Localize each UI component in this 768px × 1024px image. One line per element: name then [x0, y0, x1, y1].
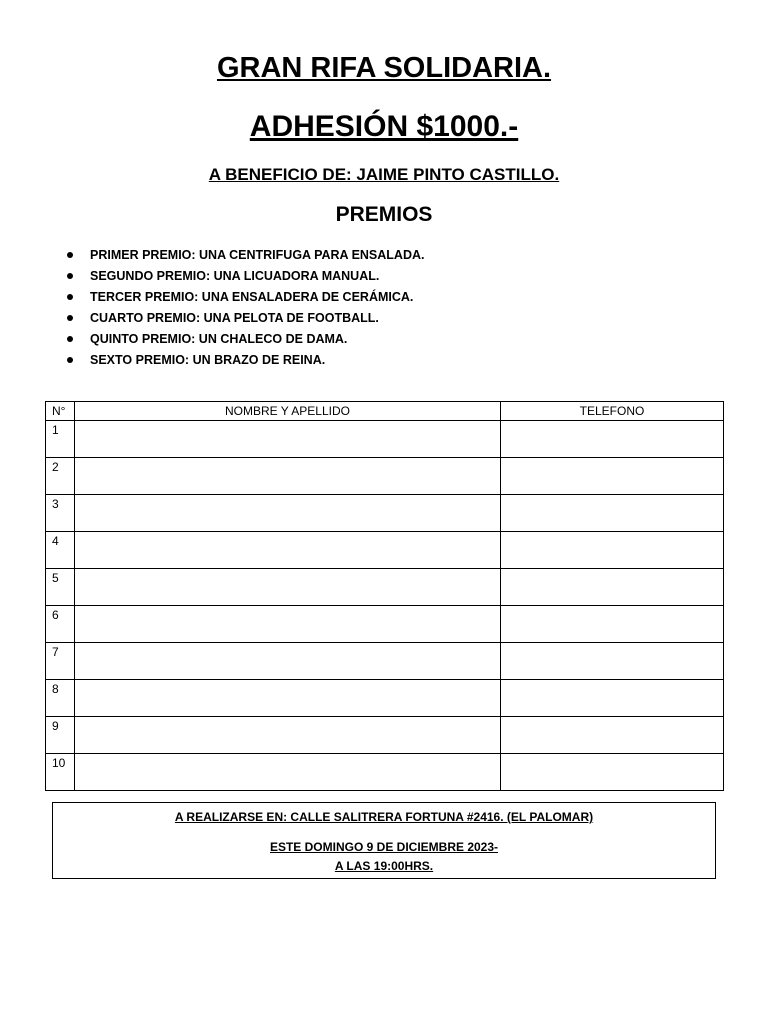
- phone-cell[interactable]: [501, 717, 724, 754]
- prize-text: PRIMER PREMIO: UNA CENTRIFUGA PARA ENSALADA.: [90, 248, 425, 262]
- table-row: [46, 643, 724, 680]
- table-row: [46, 458, 724, 495]
- name-cell[interactable]: [75, 421, 501, 458]
- table-row: [46, 680, 724, 717]
- row-number: 6: [46, 606, 75, 643]
- table-row: [46, 606, 724, 643]
- name-cell[interactable]: [75, 606, 501, 643]
- bullet-icon: [67, 357, 73, 363]
- event-date: ESTE DOMINGO 9 DE DICIEMBRE 2023-: [269, 840, 499, 854]
- list-item: [62, 330, 425, 351]
- name-cell[interactable]: [75, 680, 501, 717]
- event-location: A REALIZARSE EN: CALLE SALITRERA FORTUNA #2416. (EL PALOMAR): [174, 810, 594, 824]
- name-cell[interactable]: [75, 532, 501, 569]
- table-row: [46, 717, 724, 754]
- table-row: [46, 495, 724, 532]
- name-cell[interactable]: [75, 569, 501, 606]
- name-cell[interactable]: [75, 495, 501, 532]
- prizes-heading: PREMIOS: [335, 203, 433, 226]
- prize-text: TERCER PREMIO: UNA ENSALADERA DE CERÁMICA.: [90, 290, 414, 304]
- list-item: [62, 288, 425, 309]
- bullet-icon: [67, 336, 73, 342]
- row-number: 8: [46, 680, 75, 717]
- table-row: [46, 754, 724, 791]
- list-item: [62, 309, 425, 330]
- row-number: 4: [46, 532, 75, 569]
- row-number: 5: [46, 569, 75, 606]
- prize-text: SEGUNDO PREMIO: UNA LICUADORA MANUAL.: [90, 269, 380, 283]
- prize-text: CUARTO PREMIO: UNA PELOTA DE FOOTBALL.: [90, 311, 379, 325]
- page-title: GRAN RIFA SOLIDARIA.: [216, 52, 552, 84]
- table-row: [46, 569, 724, 606]
- phone-cell[interactable]: [501, 606, 724, 643]
- phone-cell[interactable]: [501, 495, 724, 532]
- prizes-list: [62, 246, 425, 372]
- row-number: 1: [46, 421, 75, 458]
- table-row: [46, 532, 724, 569]
- table-header-row: [46, 402, 724, 421]
- name-cell[interactable]: [75, 717, 501, 754]
- bullet-icon: [67, 273, 73, 279]
- phone-cell[interactable]: [501, 754, 724, 791]
- phone-cell[interactable]: [501, 680, 724, 717]
- table-row: [46, 421, 724, 458]
- phone-cell[interactable]: [501, 532, 724, 569]
- list-item: [62, 246, 425, 267]
- bullet-icon: [67, 252, 73, 258]
- phone-cell[interactable]: [501, 458, 724, 495]
- registration-table: [45, 401, 724, 791]
- name-cell[interactable]: [75, 643, 501, 680]
- name-cell[interactable]: [75, 458, 501, 495]
- row-number: 9: [46, 717, 75, 754]
- prize-text: QUINTO PREMIO: UN CHALECO DE DAMA.: [90, 332, 348, 346]
- column-header-name: NOMBRE Y APELLIDO: [75, 402, 501, 421]
- phone-cell[interactable]: [501, 421, 724, 458]
- bullet-icon: [67, 294, 73, 300]
- row-number: 3: [46, 495, 75, 532]
- row-number: 2: [46, 458, 75, 495]
- adhesion-price: ADHESIÓN $1000.-: [249, 110, 519, 143]
- list-item: [62, 267, 425, 288]
- bullet-icon: [67, 315, 73, 321]
- event-info-box: [52, 802, 716, 879]
- list-item: [62, 351, 425, 372]
- beneficiary-line: A BENEFICIO DE: JAIME PINTO CASTILLO.: [208, 165, 560, 184]
- column-header-number: N°: [46, 402, 75, 421]
- event-time: A LAS 19:00HRS.: [334, 859, 434, 873]
- row-number: 10: [46, 754, 75, 791]
- phone-cell[interactable]: [501, 643, 724, 680]
- prize-text: SEXTO PREMIO: UN BRAZO DE REINA.: [90, 353, 326, 367]
- column-header-phone: TELEFONO: [501, 402, 724, 421]
- row-number: 7: [46, 643, 75, 680]
- phone-cell[interactable]: [501, 569, 724, 606]
- name-cell[interactable]: [75, 754, 501, 791]
